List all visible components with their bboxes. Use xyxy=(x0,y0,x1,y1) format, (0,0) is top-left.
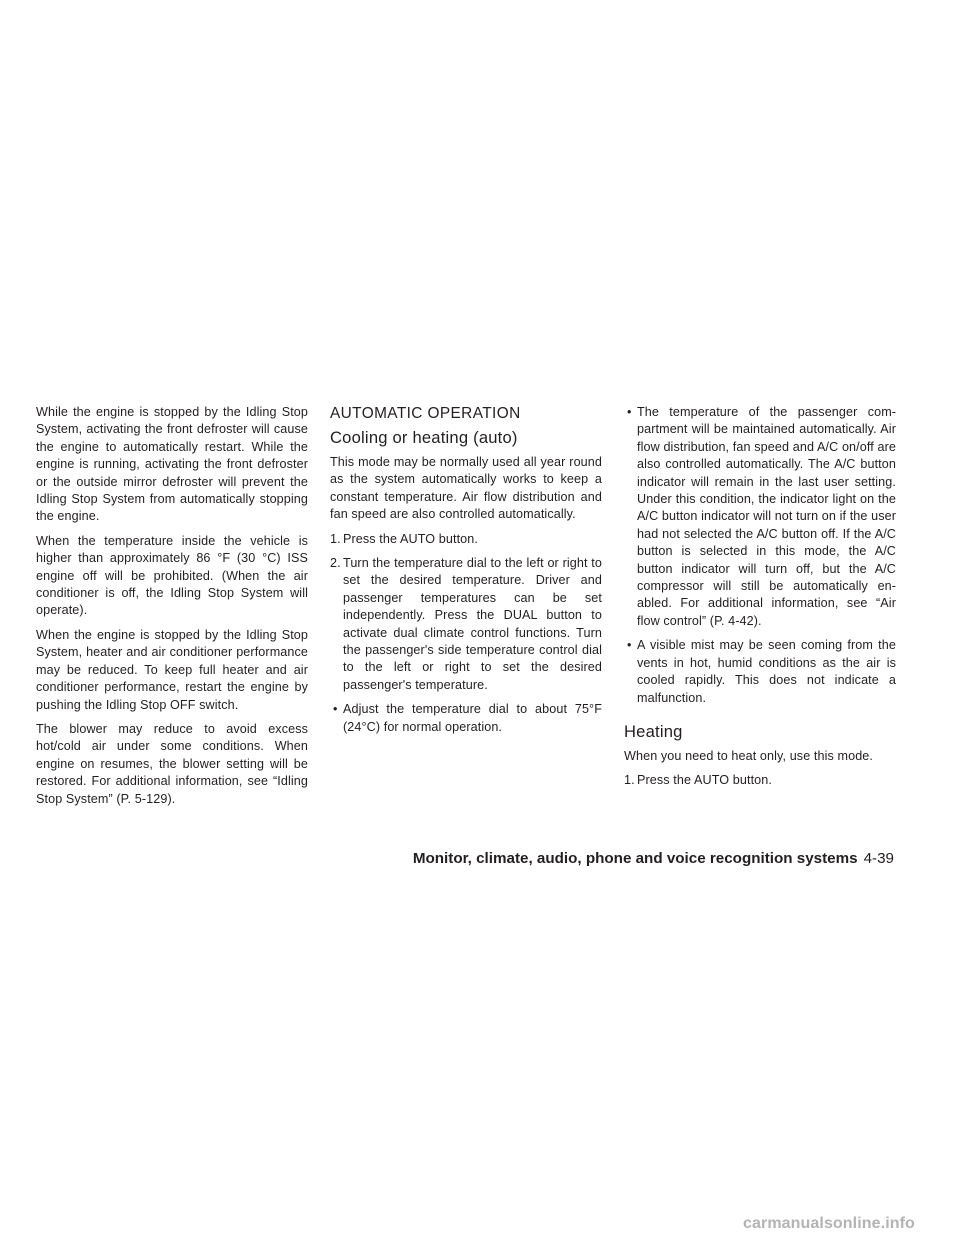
watermark: carmanualsonline.info xyxy=(743,1215,915,1232)
numbered-step xyxy=(624,772,896,789)
numbered-step xyxy=(330,531,602,548)
section-heading: AUTOMATIC OPERATION xyxy=(330,405,521,422)
step-number: 1. xyxy=(624,773,635,788)
step-text: Press the AUTO button. xyxy=(637,773,772,788)
bullet-text: A visible mist may be seen coming from the vents in hot, humid conditions as the air is cooled rapidly. This does not indicate a malfunction. xyxy=(637,638,896,705)
page-footer xyxy=(413,849,894,869)
step-number: 1. xyxy=(330,531,341,546)
bullet-item xyxy=(624,404,896,630)
footer-section-title: Monitor, climate, audio, phone and voice recognition systems xyxy=(412,850,858,867)
column-right xyxy=(624,404,896,797)
bullet-text: Adjust the temperature dial to about 75°F (24°C) for normal operation. xyxy=(343,702,602,734)
paragraph: When you need to heat only, use this mode. xyxy=(624,748,873,763)
page-number: 4-39 xyxy=(863,850,894,867)
step-text: Press the AUTO button. xyxy=(343,531,478,546)
bullet-icon: • xyxy=(333,702,338,717)
subheading-heating: Heating xyxy=(624,721,683,741)
column-left xyxy=(36,404,308,815)
bullet-item xyxy=(330,701,602,736)
paragraph: While the engine is stopped by the Idling Stop System, activating the front defroster will cause the engine to automatically restart. While the engine is running, activating the front defroster or the outside mirror defroster will prevent the Idling Stop System from automatically stopping the engine. xyxy=(36,405,308,524)
numbered-step xyxy=(330,555,602,694)
step-text: Turn the temperature dial to the left or right to set the desired temperature. Driver and passenger temperatures can be set independently. Press the DUAL button to activate dual climate control functions. Turn the passenger's side temperature control dial to the left or right to set the desired passenger's temperature. xyxy=(343,556,602,692)
paragraph: When the temperature inside the vehicle is higher than approximately 86 °F (30 °C) ISS engine off will be prohibited. (When the air conditioner is off, the Idling Stop System will operate). xyxy=(36,533,308,618)
subheading: Cooling or heating (auto) xyxy=(330,428,518,447)
column-middle xyxy=(330,404,602,743)
paragraph: This mode may be normally used all year round as the system automatically works to keep a constant temperature. Air flow distribution and fan speed are also controlled automatically. xyxy=(330,455,602,522)
step-number: 2. xyxy=(330,556,341,571)
paragraph: The blower may reduce to avoid excess hot/cold air under some conditions. When engine on resumes, the blower setting will be restored. For additional information, see “Idling Stop System” (P. 5-129). xyxy=(36,721,308,806)
paragraph: When the engine is stopped by the Idling Stop System, heater and air conditioner performance may be reduced. To keep full heater and air conditioner performance, restart the engine by pushing the Idling Stop OFF switch. xyxy=(36,627,308,712)
bullet-icon: • xyxy=(627,638,632,653)
bullet-text: The temperature of the passenger compartment will be maintained automatically. Air flow distribution, fan speed and A/C on/off are also controlled automatically. The A/C button indicator will remain in the last user setting. Under this condition, the indicator light on the A/C button indicator will not turn on if the user had not selected the A/C button off. If the A/C button is selected in this mode, the A/C button indicator will turn off, but the A/C compressor will still be automatically enabled. For additional information, see “Air flow control” (P. 4-42). xyxy=(637,405,897,628)
bullet-item xyxy=(624,637,896,707)
bullet-icon: • xyxy=(627,405,632,419)
